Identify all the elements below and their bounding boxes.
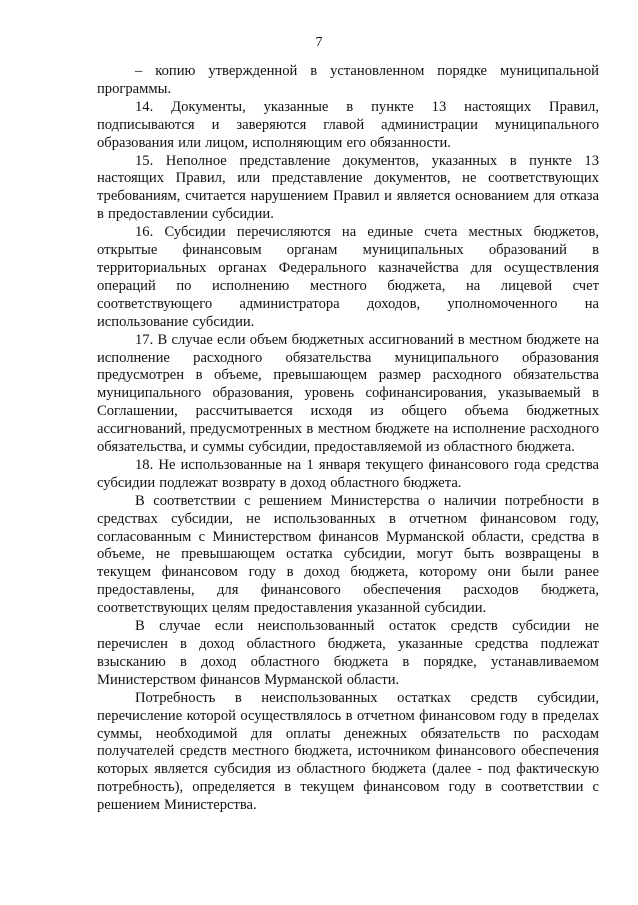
paragraph-need-in-balances: Потребность в неиспользованных остатках средств субсидии, перечисление которой осуществлялось в отчетном финансовом году в пределах суммы, необходимой для оплаты денежных обязательств по расходам получателей средств местного бюджета, источником финансового обеспечения которых является субсидия из областного бюджета (далее - под фактическую потребность), определяется в текущем финансовом году в соответствии с решением Министерства. — [97, 689, 599, 814]
paragraph-14: 14. Документы, указанные в пункте 13 настоящих Правил, подписываются и заверяются главой администрации муниципального образования или лицом, исполняющим его обязанности. — [97, 98, 599, 151]
document-body — [97, 63, 599, 815]
paragraph-ministry-decision: В соответствии с решением Министерства о наличии потребности в средствах субсидии, не использованных в отчетном финансовом году, согласованным с Министерством финансов Мурманской области, средства в объеме, не превышающем остатка субсидии, могут быть возвращены в текущем финансовом году в доход бюджета, которому они были ранее предоставлены, для финансового обеспечения расходов бюджета, соответствующих целям предоставления указанной субсидии. — [97, 492, 599, 617]
paragraph-17: 17. В случае если объем бюджетных ассигнований в местном бюджете на исполнение расходного обязательства муниципального образования предусмотрен в объеме, превышающем размер расходного обязательства муниципального образования, уровень софинансирования, указываемый в Соглашении, рассчитывается исходя из общего объема бюджетных ассигнований, предусмотренных в местном бюджете на исполнение расходного обязательства, и суммы субсидии, предоставляемой из областного бюджета. — [97, 331, 599, 456]
paragraph-15: 15. Неполное представление документов, указанных в пункте 13 настоящих Правил, или представление документов, не соответствующих требованиям, считается нарушением Правил и является основанием для отказа в предоставлении субсидии. — [97, 152, 599, 223]
page-number: 7 — [315, 35, 323, 50]
paragraph-program-copy: – копию утвержденной в установленном порядке муниципальной программы. — [97, 63, 599, 97]
paragraph-16: 16. Субсидии перечисляются на единые счета местных бюджетов, открытые финансовым органам муниципальных образований в территориальных органах Федерального казначейства для осуществления операций по исполнению местного бюджета, на лицевой счет соответствующего администратора доходов, уполномоченного на использование субсидии. — [97, 224, 599, 330]
paragraph-unused-balance: В случае если неиспользованный остаток средств субсидии не перечислен в доход областного бюджета, указанные средства подлежат взысканию в доход областного бюджета в порядке, устанавливаемом Министерством финансов Мурманской области. — [97, 618, 599, 688]
paragraph-18: 18. Не использованные на 1 января текущего финансового года средства субсидии подлежат возврату в доход областного бюджета. — [97, 456, 599, 491]
